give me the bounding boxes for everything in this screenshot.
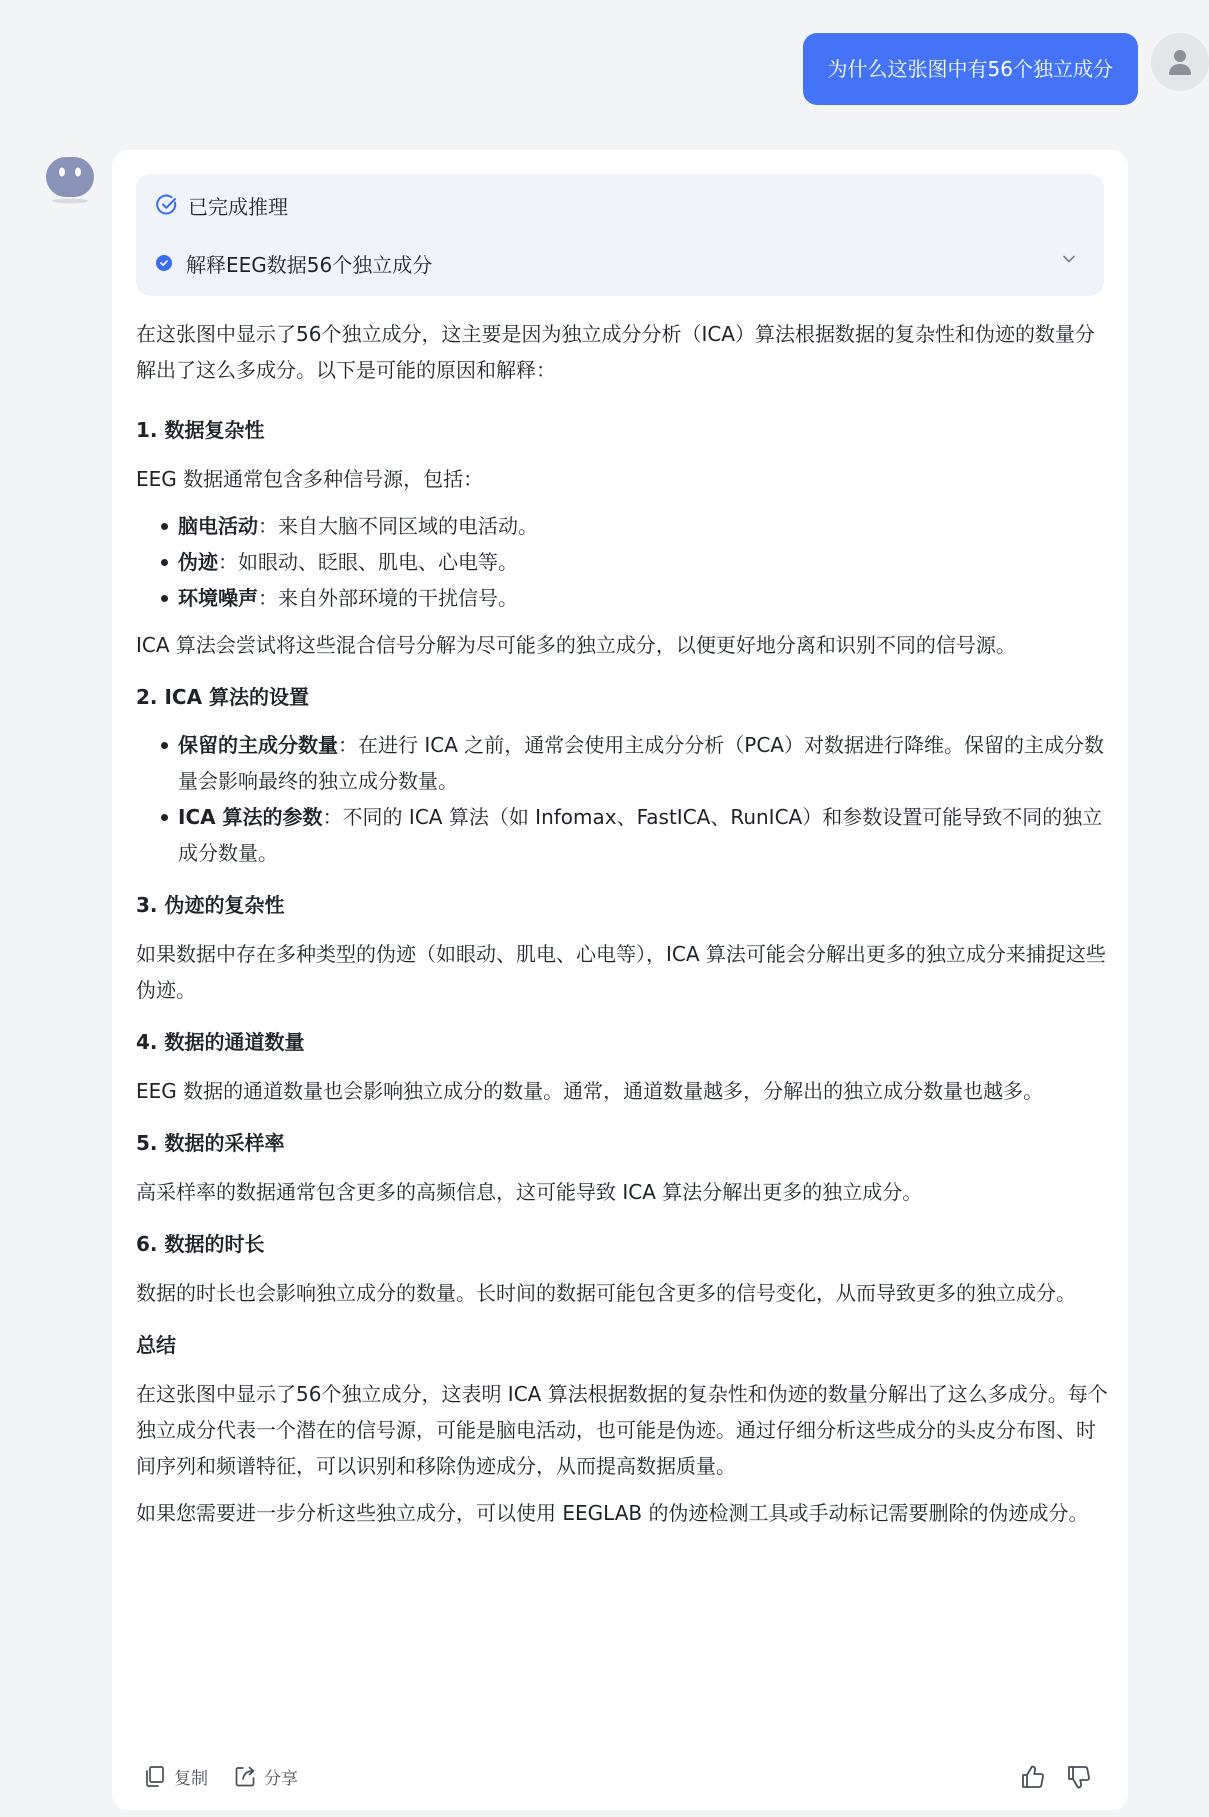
share-label: 分享	[264, 1768, 298, 1789]
section-6-heading: 6. 数据的时长	[136, 1232, 265, 1256]
answer-content	[136, 316, 1111, 1531]
summary-text: 在这张图中显示了56个独立成分，这表明 ICA 算法根据数据的复杂性和伪迹的数量分解出了这么多成分。每个独立成分代表一个潜在的信号源，可能是脑电活动，也可能是伪迹。通过仔细分析这些成分的头皮分布图、时间序列和频谱特征，可以识别和移除伪迹成分，从而提高数据质量。	[136, 1382, 1108, 1478]
reasoning-header	[156, 190, 288, 220]
assistant-answer-card	[112, 150, 1128, 1810]
thumbs-down-icon[interactable]	[1066, 1764, 1092, 1790]
user-avatar[interactable]	[1151, 33, 1209, 91]
intro-paragraph: 在这张图中显示了56个独立成分，这主要是因为独立成分分析（ICA）算法根据数据的复杂性和伪迹的数量分解出了这么多成分。以下是可能的原因和解释：	[136, 322, 1095, 382]
reasoning-header-label: 已完成推理	[188, 194, 288, 219]
section-1-heading: 1. 数据复杂性	[136, 418, 265, 442]
list-item: 脑电活动：来自大脑不同区域的电活动。	[136, 508, 1111, 544]
user-message-row	[0, 33, 1209, 105]
section-3-text: 如果数据中存在多种类型的伪迹（如眼动、肌电、心电等），ICA 算法可能会分解出更多的独立成分来捕捉这些伪迹。	[136, 942, 1106, 1002]
section-1-text: EEG 数据通常包含多种信号源，包括：	[136, 467, 484, 491]
share-icon	[234, 1765, 256, 1787]
section-4-text: EEG 数据的通道数量也会影响独立成分的数量。通常，通道数量越多，分解出的独立成分数量也越多。	[136, 1079, 1044, 1103]
summary-heading: 总结	[136, 1333, 176, 1357]
copy-label: 复制	[174, 1768, 208, 1789]
reasoning-step-label: 解释EEG数据56个独立成分	[186, 252, 433, 277]
share-button[interactable]	[234, 1758, 298, 1794]
user-message-bubble: 为什么这张图中有56个独立成分	[803, 33, 1138, 105]
section-2-list	[136, 727, 1111, 871]
copy-icon	[144, 1765, 166, 1787]
list-item: 伪迹：如眼动、眨眼、肌电、心电等。	[136, 544, 1111, 580]
copy-button[interactable]	[144, 1758, 208, 1794]
assistant-avatar	[44, 155, 96, 207]
section-5-heading: 5. 数据的采样率	[136, 1131, 285, 1155]
section-4-heading: 4. 数据的通道数量	[136, 1030, 305, 1054]
answer-actions	[112, 1758, 1128, 1794]
check-circle-icon	[156, 194, 178, 216]
step-check-icon	[156, 255, 172, 271]
thumbs-up-icon[interactable]	[1020, 1764, 1046, 1790]
list-item: 环境噪声：来自外部环境的干扰信号。	[136, 580, 1111, 616]
reasoning-step[interactable]	[156, 248, 432, 278]
chevron-down-icon[interactable]	[1062, 254, 1076, 264]
section-1-list	[136, 508, 1111, 616]
reasoning-panel[interactable]	[136, 174, 1104, 296]
list-item: ICA 算法的参数：不同的 ICA 算法（如 Infomax、FastICA、RunICA）和参数设置可能导致不同的独立成分数量。	[136, 799, 1111, 871]
user-icon	[1168, 48, 1192, 76]
section-2-heading: 2. ICA 算法的设置	[136, 685, 310, 709]
closing-text: 如果您需要进一步分析这些独立成分，可以使用 EEGLAB 的伪迹检测工具或手动标记需要删除的伪迹成分。	[136, 1501, 1089, 1525]
list-item: 保留的主成分数量：在进行 ICA 之前，通常会使用主成分分析（PCA）对数据进行降维。保留的主成分数量会影响最终的独立成分数量。	[136, 727, 1111, 799]
section-3-heading: 3. 伪迹的复杂性	[136, 893, 285, 917]
section-1-summary: ICA 算法会尝试将这些混合信号分解为尽可能多的独立成分，以便更好地分离和识别不同的信号源。	[136, 633, 1016, 657]
section-6-text: 数据的时长也会影响独立成分的数量。长时间的数据可能包含更多的信号变化，从而导致更多的独立成分。	[136, 1281, 1076, 1305]
robot-icon	[44, 155, 96, 207]
section-5-text: 高采样率的数据通常包含更多的高频信息，这可能导致 ICA 算法分解出更多的独立成分。	[136, 1180, 923, 1204]
